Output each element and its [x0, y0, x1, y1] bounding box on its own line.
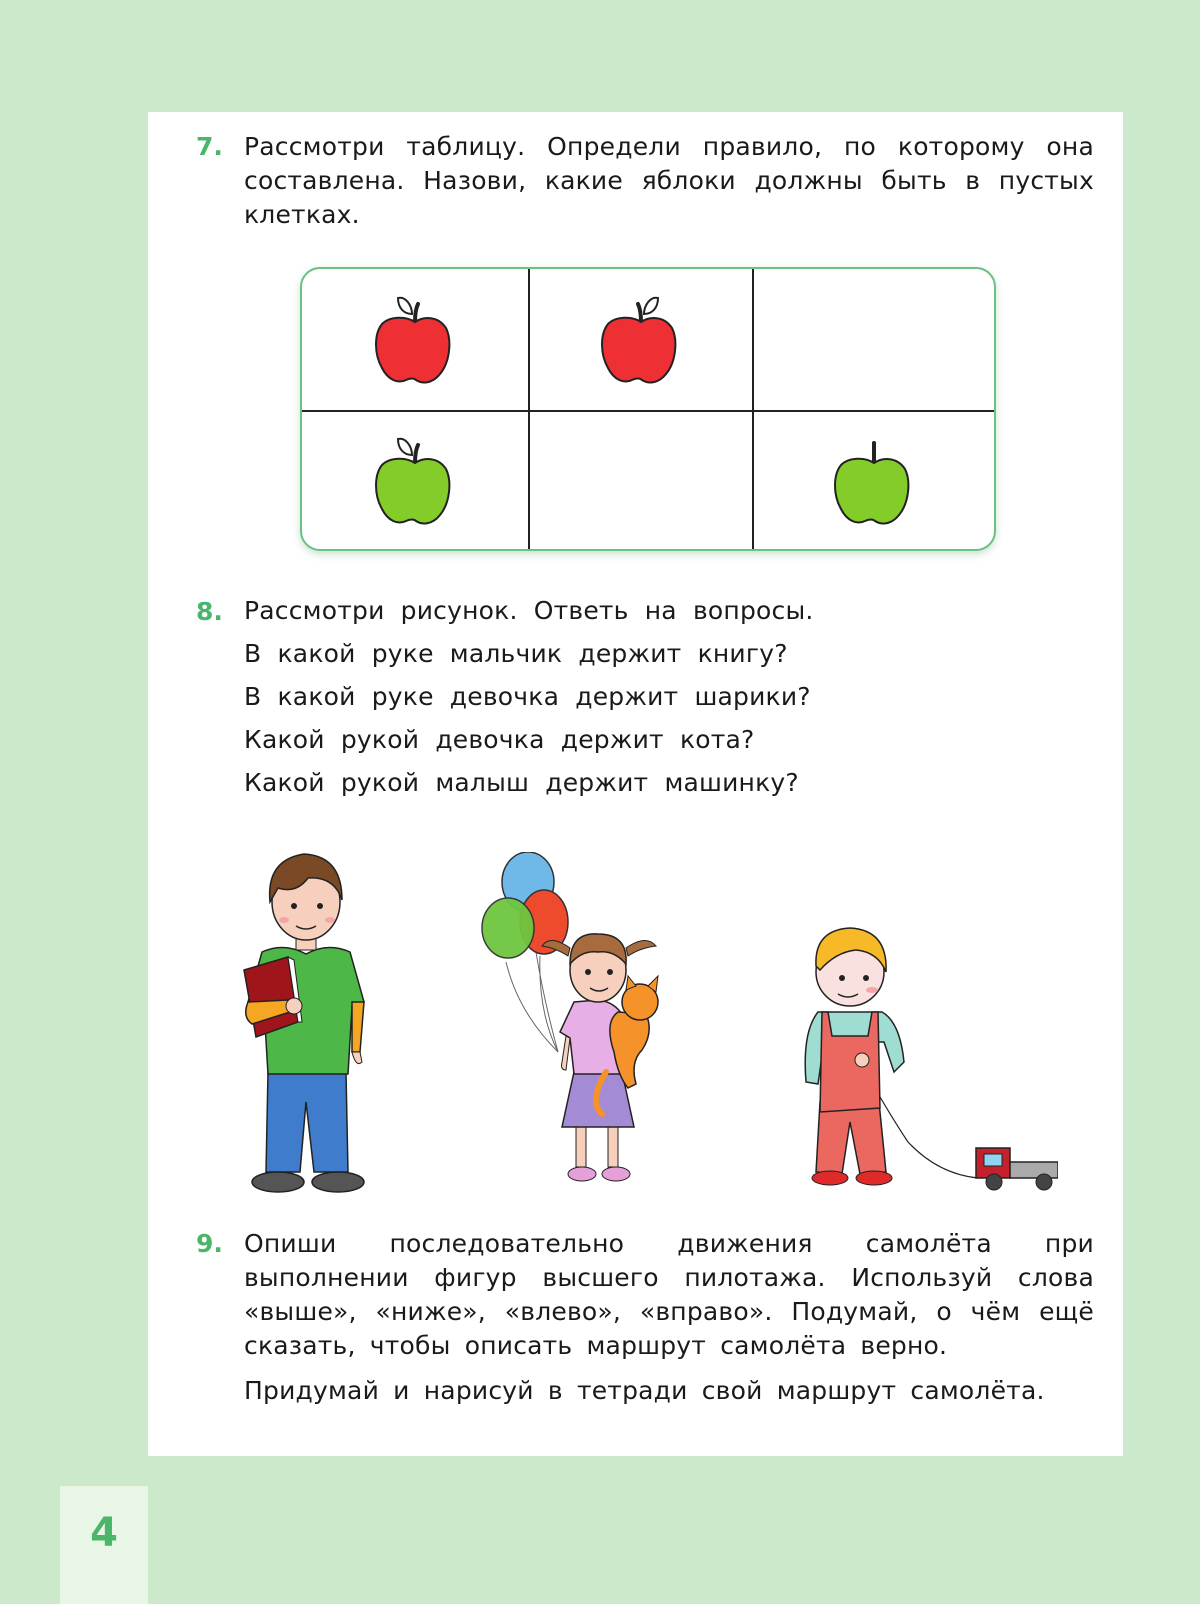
task-number: 7. — [196, 132, 223, 161]
girl-with-balloons-illustration — [478, 852, 678, 1192]
question-4: Какой рукой малыш держит машинку? — [244, 768, 799, 797]
textbook-page — [148, 112, 1123, 1456]
toddler-with-truck-illustration — [798, 912, 1058, 1192]
task-text: Рассмотри таблицу. Определи правило, по которому она составлена. Назови, какие яблоки должны быть в пустых клетках. — [244, 132, 1094, 229]
green-apple-no-leaf-icon — [829, 433, 919, 529]
table-cell-green-apple — [302, 412, 528, 549]
task-text: Опиши последовательно движения самолёта при выполнении фигур высшего пилотажа. Используй слова «выше», «ниже», «влево», «вправо». Подумай, о чём ещё сказать, чтобы описать маршрут самолёта верно. — [244, 1229, 1094, 1360]
task-questions — [244, 589, 1094, 804]
table-cell-red-apple — [302, 269, 528, 410]
task-extra-text: Придумай и нарисуй в тетради свой маршрут самолёта. — [244, 1376, 1045, 1405]
green-apple-icon — [370, 433, 460, 529]
page-number-box — [60, 1486, 148, 1604]
page-number: 4 — [90, 1510, 118, 1556]
question-1: В какой руке мальчик держит книгу? — [244, 639, 788, 668]
question-3: Какой рукой девочка держит кота? — [244, 725, 755, 754]
red-apple-icon — [370, 292, 460, 388]
boy-with-book-illustration — [238, 842, 378, 1202]
task-intro: Рассмотри рисунок. Ответь на вопросы. — [244, 596, 814, 625]
table-cell-red-apple — [530, 269, 752, 410]
task-number: 9. — [196, 1229, 223, 1258]
task-number: 8. — [196, 597, 223, 626]
table-cell-empty — [530, 412, 752, 549]
table-cell-empty — [754, 269, 994, 410]
apple-table — [300, 267, 996, 551]
question-2: В какой руке девочка держит шарики? — [244, 682, 811, 711]
red-apple-icon — [596, 292, 686, 388]
table-cell-green-apple — [754, 412, 994, 549]
